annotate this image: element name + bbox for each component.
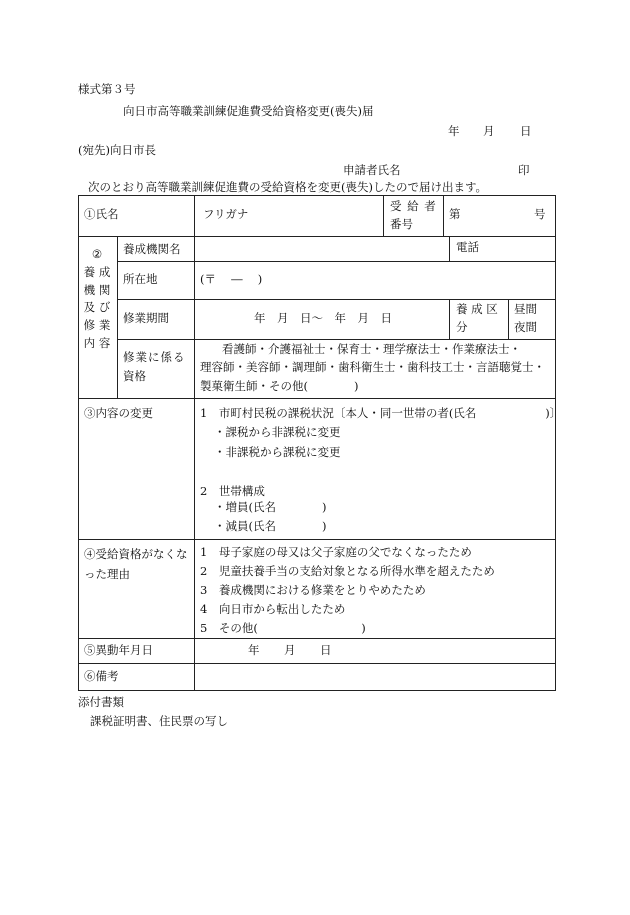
loss-reason-label-2: った理由	[84, 567, 130, 581]
qualification-line: 製菓衛生師・その他( )	[200, 379, 359, 393]
date-day: 日	[520, 124, 532, 138]
change-date-label: ⑤異動年月日	[84, 643, 153, 657]
recipient-number-label-2: 番号	[390, 217, 413, 231]
institution-label: 養成機関名	[123, 242, 181, 256]
tax-status-line: 1 市町村民税の課税状況〔本人・同一世帯の者(氏名 )〕	[200, 406, 562, 420]
date-year: 年	[448, 124, 460, 138]
intro-text: 次のとおり高等職業訓練促進費の受給資格を変更(喪失)したので届け出ます。	[88, 180, 488, 194]
qualification-label: 修業に係る	[123, 350, 186, 364]
addressee: (宛先)向日市長	[78, 143, 156, 157]
remarks-label: ⑥備考	[84, 669, 119, 683]
household-increase-option: ・増員(氏名 )	[214, 500, 327, 514]
address-value: (〒 ― )	[200, 272, 263, 286]
change-date-day: 日	[320, 643, 332, 657]
loss-reason-label: ④受給資格がなくな	[84, 547, 188, 561]
form-number: 様式第３号	[78, 82, 136, 96]
date-month: 月	[483, 124, 495, 138]
applicant-label: 申請者氏名	[343, 163, 401, 177]
division-label: 養 成 区	[456, 302, 498, 316]
furigana-label: フリガナ	[203, 207, 249, 221]
name-label: ①氏名	[84, 207, 119, 221]
address-label: 所在地	[123, 272, 158, 286]
attachments-label: 添付書類	[78, 695, 124, 709]
change-label: ③内容の変更	[84, 406, 153, 420]
number-prefix: 第	[449, 207, 461, 221]
qualification-label-2: 資格	[123, 369, 146, 383]
period-label: 修業期間	[123, 311, 169, 325]
loss-reason-item: 3 養成機関における修業をとりやめたため	[200, 583, 426, 597]
division-night-option: 夜間	[514, 320, 537, 334]
household-decrease-option: ・減員(氏名 )	[214, 519, 327, 533]
recipient-number-label: 受 給 者	[390, 199, 437, 213]
number-suffix: 号	[534, 207, 546, 221]
loss-reason-item: 2 児童扶養手当の支給対象となる所得水準を超えたため	[200, 564, 495, 578]
tax-to-nontax-option: ・課税から非課税に変更	[214, 425, 341, 439]
division-day-option: 昼間	[514, 302, 537, 316]
attachments-list: 課税証明書、住民票の写し	[90, 714, 228, 728]
training-section-label: ② 養 成 機 関 及 び 修 業 内 容	[83, 247, 111, 351]
change-date-year: 年	[248, 643, 260, 657]
loss-reason-item: 4 向日市から転出したため	[200, 602, 346, 616]
qualification-line: 看護師・介護福祉士・保育士・理学療法士・作業療法士・	[222, 342, 521, 356]
seal-mark: 印	[518, 163, 530, 177]
qualification-line: 理容師・美容師・調理師・歯科衛生士・歯科技工士・言語聴覚士・	[200, 360, 545, 374]
change-date-month: 月	[284, 643, 296, 657]
phone-label: 電話	[456, 240, 479, 254]
nontax-to-tax-option: ・非課税から課税に変更	[214, 445, 341, 459]
period-value: 年 月 日～ 年 月 日	[254, 311, 392, 325]
form-title: 向日市高等職業訓練促進費受給資格変更(喪失)届	[123, 104, 374, 118]
household-line: 2 世帯構成	[200, 484, 265, 498]
division-label-2: 分	[456, 320, 468, 334]
loss-reason-item: 1 母子家庭の母又は父子家庭の父でなくなったため	[200, 545, 472, 559]
loss-reason-item: 5 その他( )	[200, 621, 366, 635]
